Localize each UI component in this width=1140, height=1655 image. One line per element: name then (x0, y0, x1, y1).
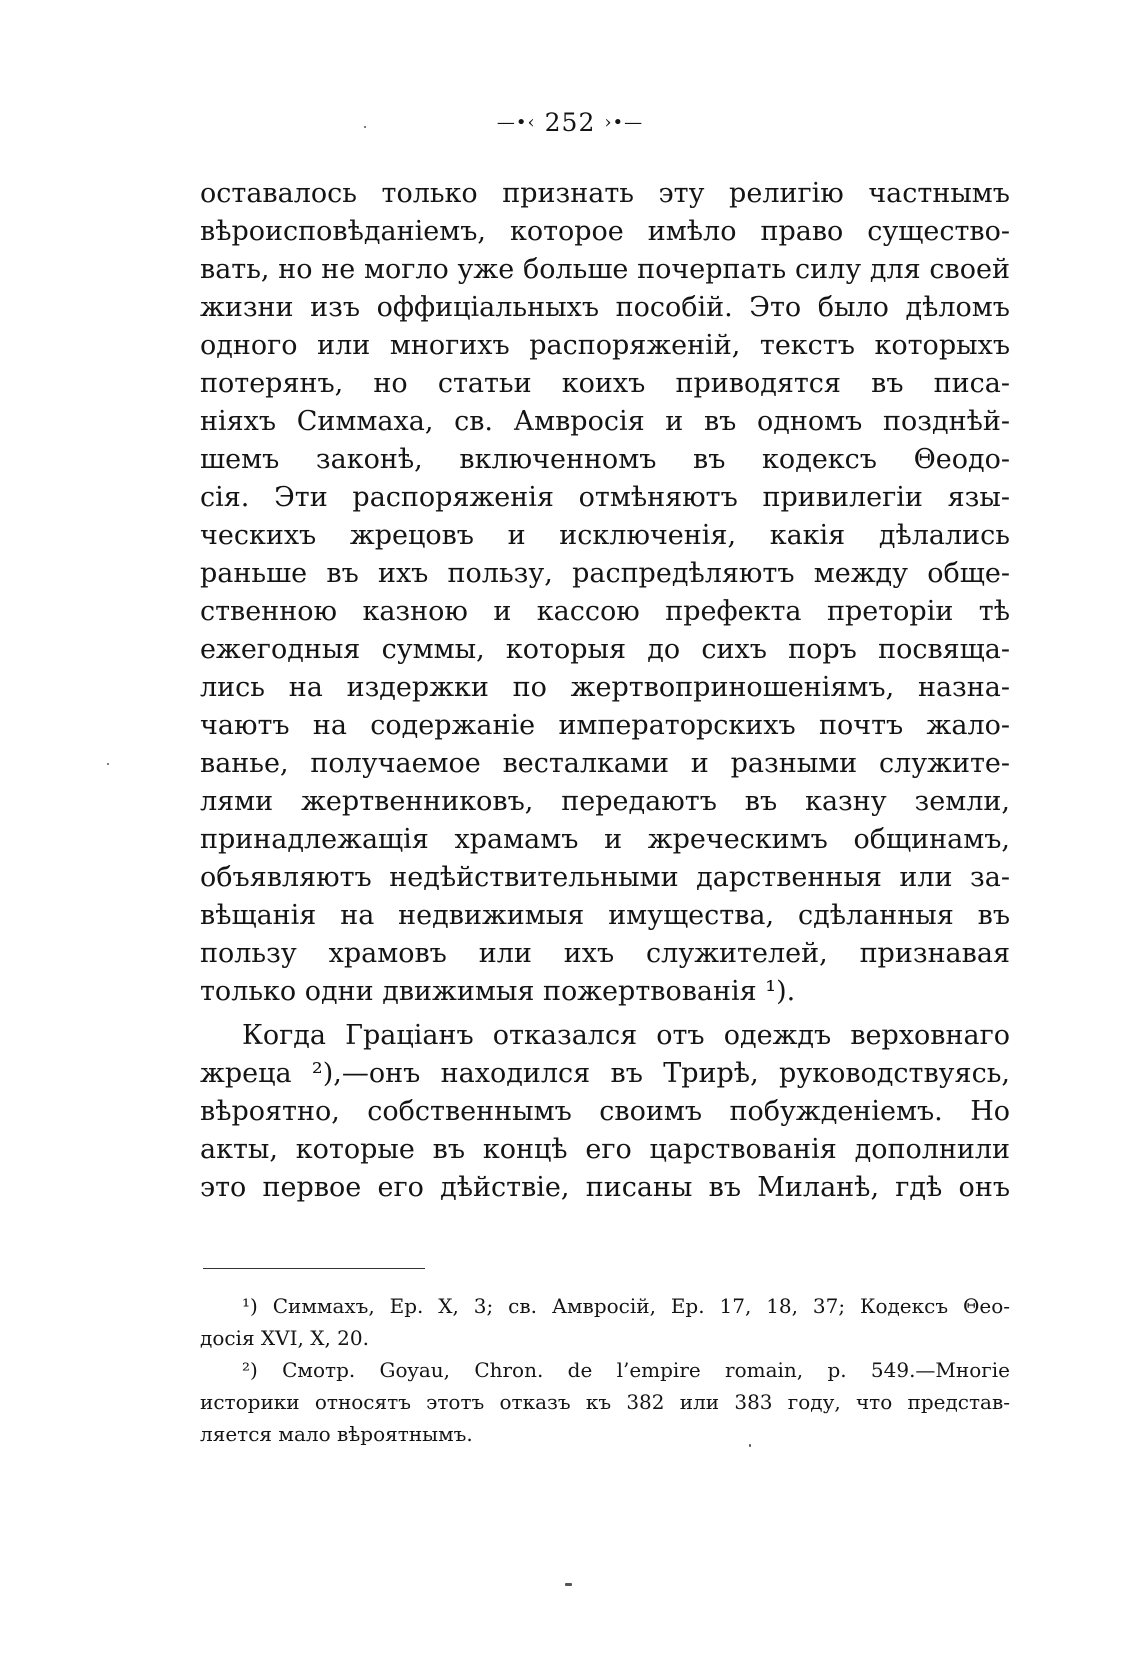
body-text (200, 175, 1010, 1207)
scan-speck (565, 1583, 572, 1586)
page-header (0, 108, 1140, 137)
text-line: лями жертвенниковъ, передаютъ въ казну земли, (200, 786, 1010, 817)
text-line: акты, которые въ концѣ его царствованія дополнили (200, 1134, 1010, 1165)
paragraph-1 (200, 175, 1010, 1011)
text-line: лись на издержки по жертвоприношеніямъ, назна- (200, 672, 1010, 703)
footnote-line: ляется мало вѣроятнымъ. (200, 1422, 473, 1446)
footnote-line: досія XVI, X, 20. (200, 1326, 369, 1350)
text-line: вать, но не могло уже больше почерпать силу для своей (200, 254, 1010, 285)
paragraph-2 (200, 1017, 1010, 1207)
text-line: шемъ законѣ, включенномъ въ кодексъ Θеодо- (200, 444, 1010, 475)
text-line: потерянъ, но статьи коихъ приводятся въ писа- (200, 368, 1010, 399)
text-line: ніяхъ Симмаха, св. Амвросія и въ одномъ позднѣй- (200, 406, 1010, 437)
text-line: одного или многихъ распоряженій, текстъ которыхъ (200, 330, 1010, 361)
text-line: принадлежащія храмамъ и жреческимъ общинамъ, (200, 824, 1010, 855)
text-line: оставалось только признать эту религію частнымъ (200, 178, 1010, 209)
text-line: вѣроятно, собственнымъ своимъ побужденіемъ. Но (200, 1096, 1010, 1127)
text-line: это первое его дѣйствіе, писаны въ Миланѣ, гдѣ онъ (200, 1172, 1010, 1203)
footnote-separator (203, 1268, 425, 1269)
text-line: объявляютъ недѣйствительными дарственныя или за- (200, 862, 1010, 893)
text-line: вѣроисповѣданіемъ, которое имѣло право существо- (200, 216, 1010, 247)
text-line: сія. Эти распоряженія отмѣняютъ привилегіи язы- (200, 482, 1010, 513)
text-line: чаютъ на содержаніе императорскихъ почтъ жало- (200, 710, 1010, 741)
text-line: жизни изъ оффиціальныхъ пособій. Это было дѣломъ (200, 292, 1010, 323)
text-line: пользу храмовъ или ихъ служителей, признавая (200, 938, 1010, 969)
text-line: ежегодныя суммы, которыя до сихъ поръ посвяща- (200, 634, 1010, 665)
footnotes (200, 1290, 1010, 1450)
footnote-line: историки относятъ этотъ отказъ къ 382 или 383 году, что представ- (200, 1390, 1010, 1414)
text-line: только одни движимыя пожертвованія ¹). (200, 976, 796, 1007)
scan-speck (749, 1444, 751, 1447)
footnote-1 (200, 1290, 1010, 1354)
text-line: вѣщанія на недвижимыя имущества, сдѣланныя въ (200, 900, 1010, 931)
footnote-2 (200, 1354, 1010, 1450)
footnote-line: ²) Смотр. Goyau, Chron. de l’empire romain, p. 549.—Многіе (242, 1358, 1010, 1382)
footnote-line: ¹) Симмахъ, Ep. X, 3; св. Амвросій, Ep. 17, 18, 37; Кодексъ Θео- (242, 1294, 1010, 1318)
page-number: 252 (544, 108, 596, 137)
text-line: ственною казною и кассою префекта преторіи тѣ (200, 596, 1010, 627)
header-right-ornament: ›•— (604, 112, 644, 133)
text-line: ванье, получаемое весталками и разными служите- (200, 748, 1010, 779)
header-left-ornament: —•‹ (496, 112, 536, 133)
scan-speck (107, 763, 109, 765)
text-line: раньше въ ихъ пользу, распредѣляютъ между обще- (200, 558, 1010, 589)
scan-speck (364, 126, 366, 128)
text-line: Когда Граціанъ отказался отъ одеждъ верховнаго (242, 1020, 1010, 1051)
text-line: ческихъ жрецовъ и исключенія, какія дѣлались (200, 520, 1010, 551)
text-line: жреца ²),—онъ находился въ Трирѣ, руководствуясь, (200, 1058, 1010, 1089)
